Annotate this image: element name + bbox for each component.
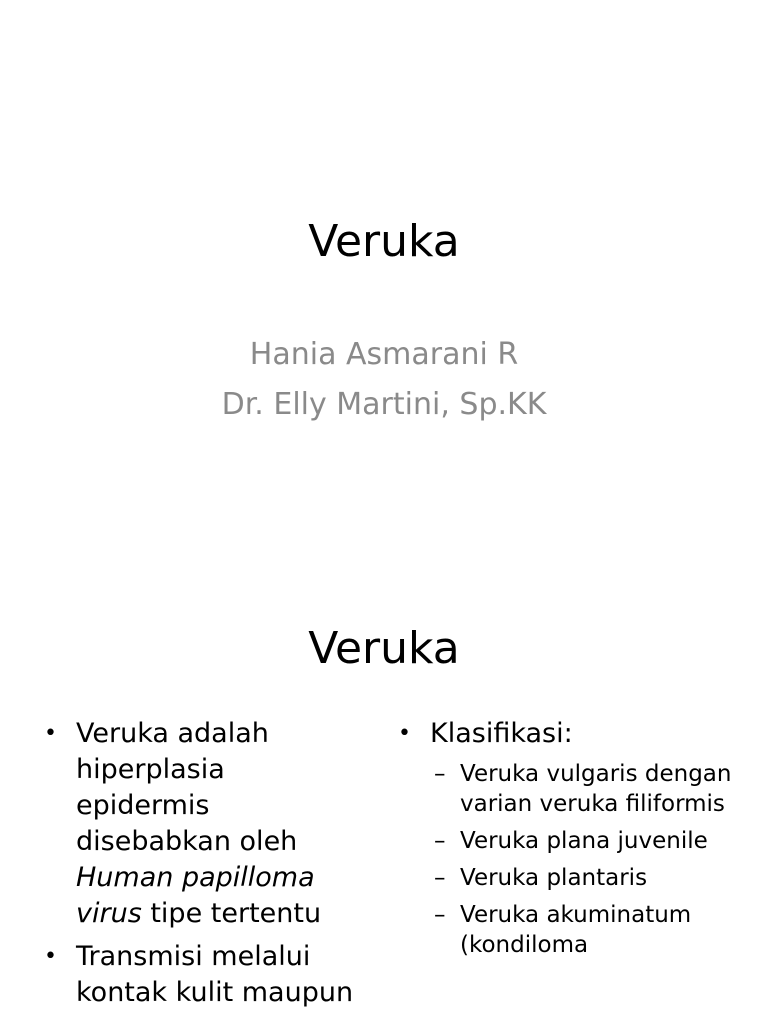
list-item [396, 900, 736, 960]
list-item [396, 759, 736, 819]
list-item [396, 863, 736, 893]
list-item-text: Veruka vulgaris dengan varian veruka filiformis [460, 761, 732, 817]
dash-icon: – [434, 828, 446, 854]
dash-icon: – [434, 902, 446, 928]
classification-list [396, 759, 736, 960]
slide-subtitle [0, 330, 768, 430]
author-name: Hania Asmarani R [249, 337, 519, 372]
left-column [42, 716, 362, 1018]
bullet-item [42, 939, 362, 1011]
supervisor-name: Dr. Elly Martini, Sp.KK [221, 387, 547, 422]
dash-icon: – [434, 865, 446, 891]
dash-icon: – [434, 761, 446, 787]
slide-title: Veruka [308, 623, 460, 674]
list-item-text: Veruka plantaris [460, 865, 648, 891]
right-column [396, 716, 736, 967]
list-item [396, 826, 736, 856]
bullet-text: Klasifikasi: [430, 718, 573, 749]
bullet-item [42, 716, 362, 932]
list-item-text: Veruka akuminatum (kondiloma [460, 902, 692, 958]
bullet-dot-icon: • [398, 721, 411, 746]
bullet-dot-icon: • [44, 944, 57, 969]
slide-title: Veruka [308, 216, 460, 267]
content-slide [0, 576, 768, 1024]
bullet-item [396, 716, 736, 752]
bullet-text-end: tipe tertentu [141, 898, 322, 929]
list-item-text: Veruka plana juvenile [460, 828, 708, 854]
bullet-italic-text: Human papilloma virus [76, 862, 315, 929]
bullet-dot-icon: • [44, 721, 57, 746]
bullet-text: Transmisi melalui kontak kulit maupun [76, 941, 354, 1008]
bullet-text: Veruka adalah hiperplasia epidermis disebabkan oleh [76, 718, 298, 857]
